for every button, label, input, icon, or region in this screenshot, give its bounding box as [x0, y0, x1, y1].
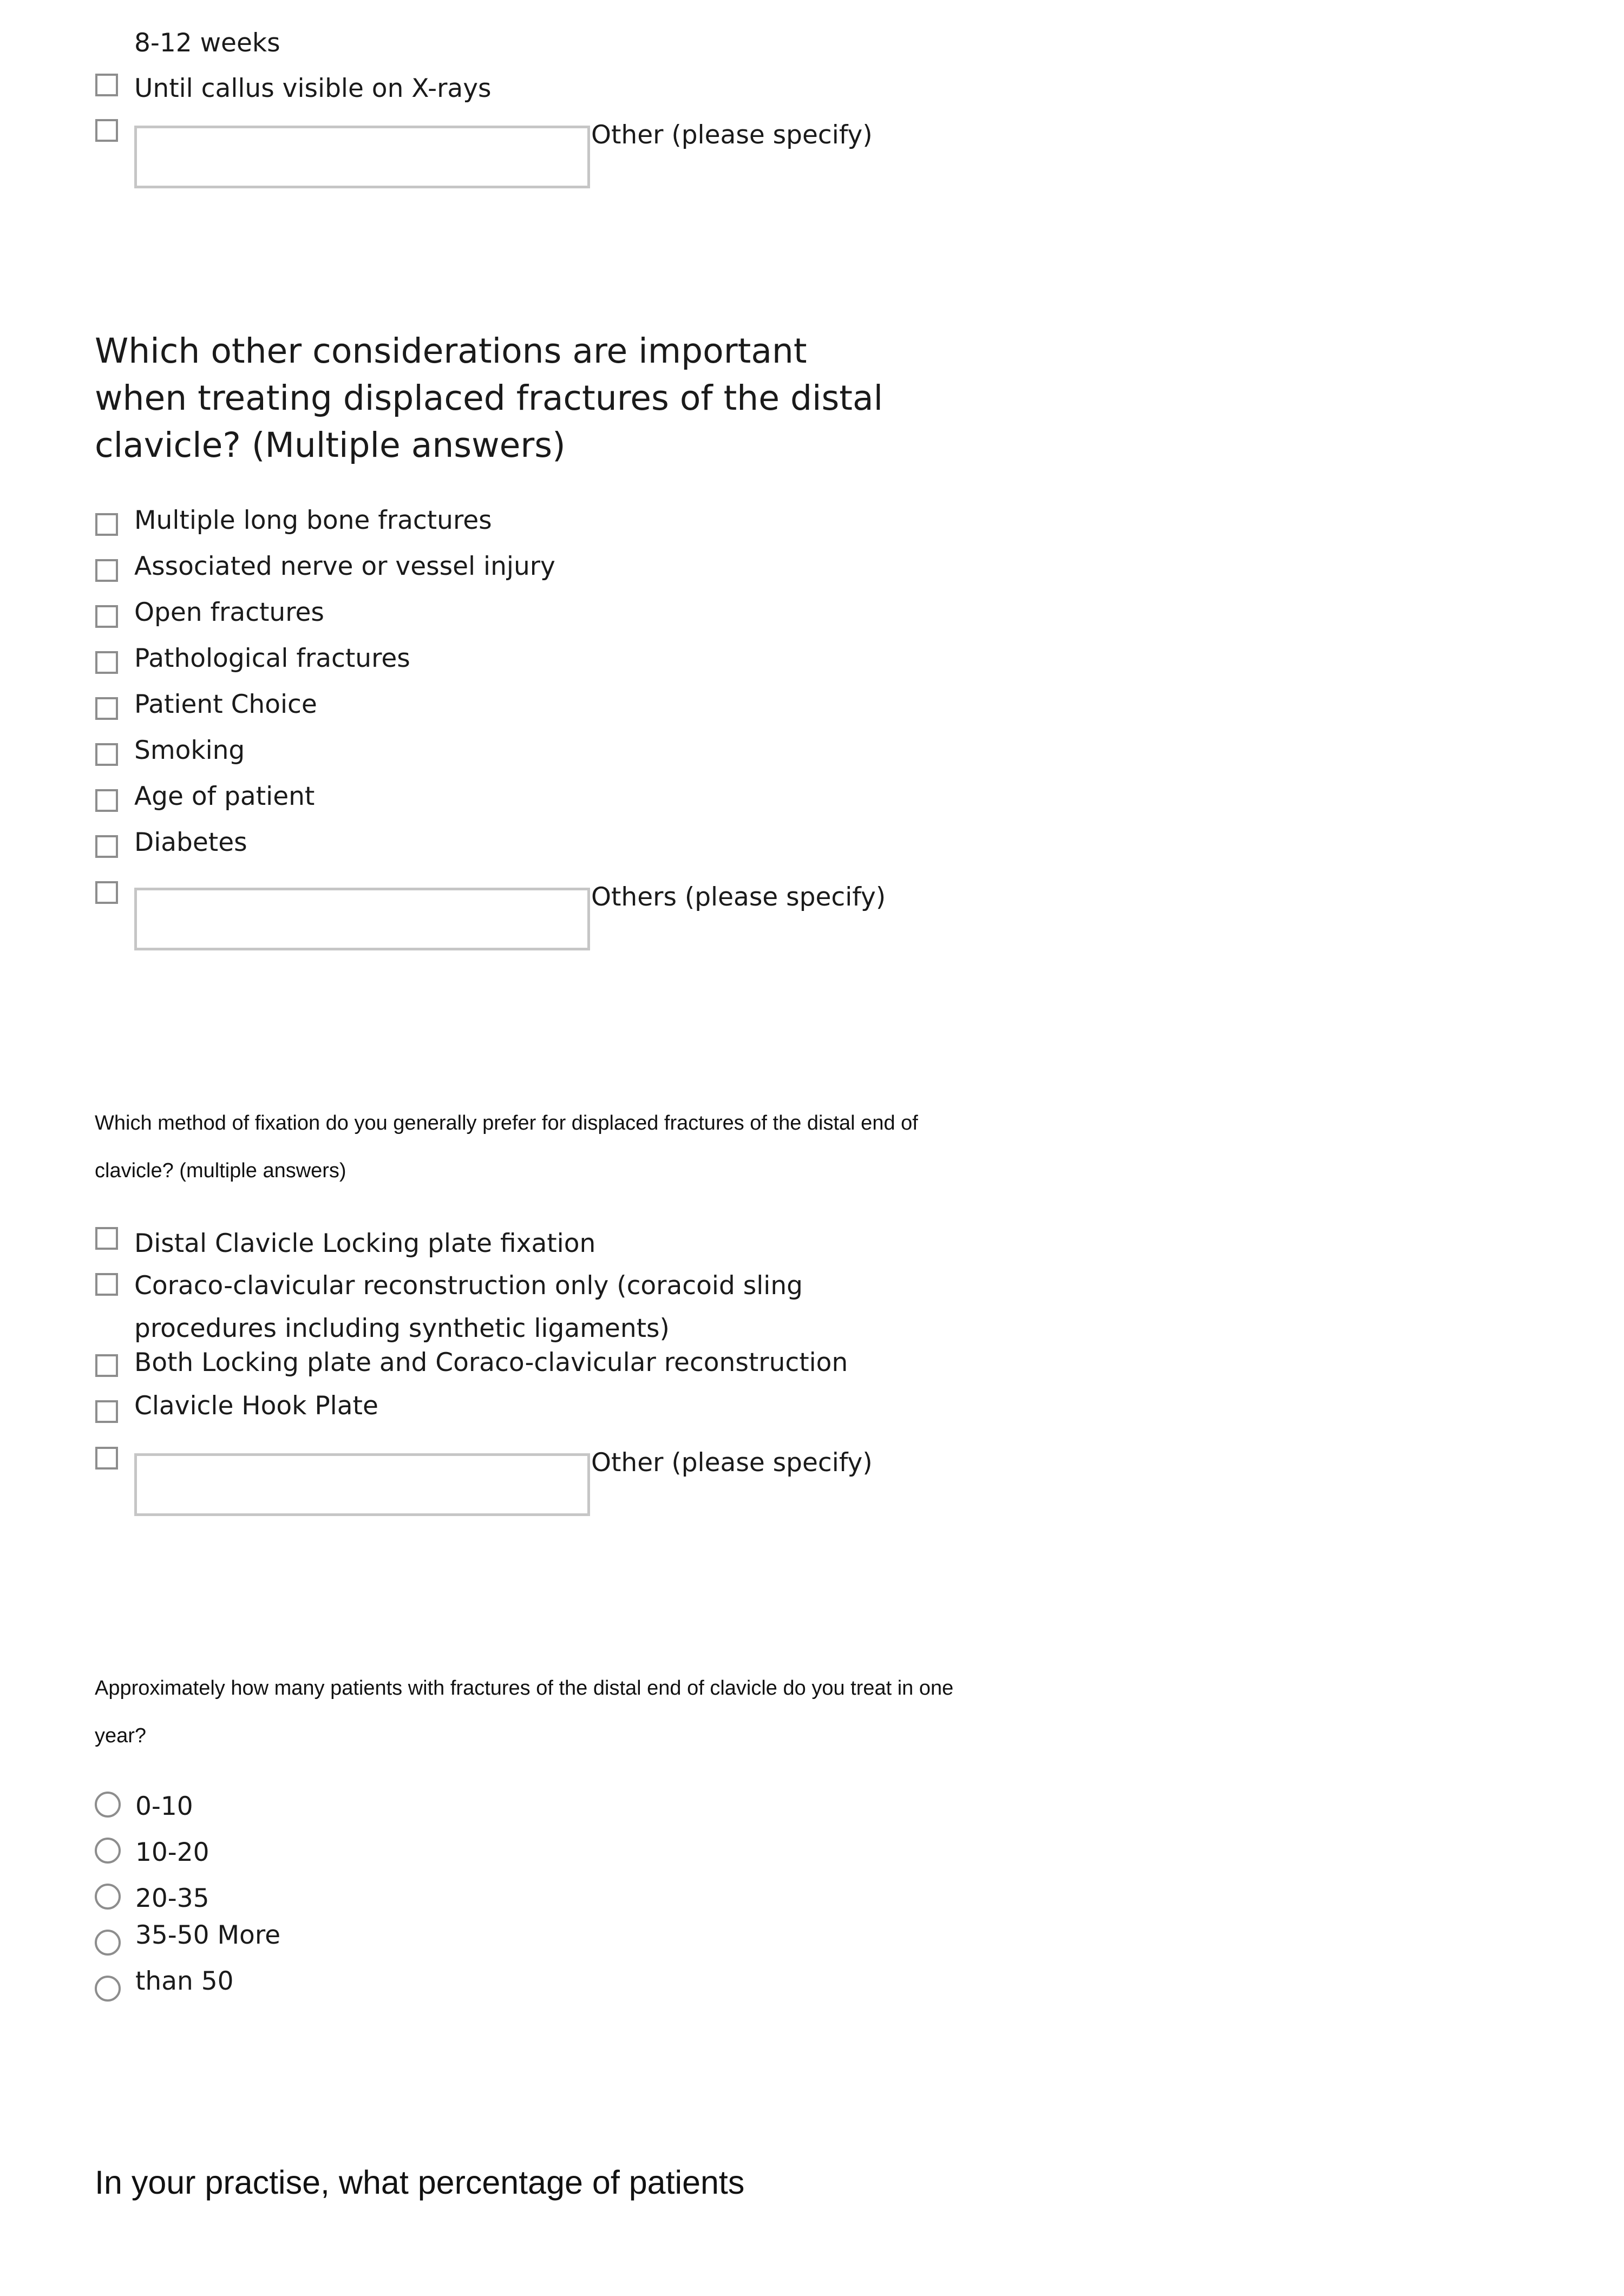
- option-label: Coraco-clavicular reconstruction only (coracoid sling procedures including synthetic ligaments): [134, 1271, 803, 1343]
- option-label: Distal Clavicle Locking plate fixation: [134, 1229, 596, 1258]
- option-label: Associated nerve or vessel injury: [134, 552, 555, 581]
- other-specify-input[interactable]: [134, 126, 590, 188]
- option-label: Pathological fractures: [134, 644, 410, 673]
- checkbox[interactable]: [95, 513, 118, 536]
- checkbox[interactable]: [95, 743, 118, 766]
- checkbox[interactable]: [95, 1354, 118, 1377]
- checkbox[interactable]: [95, 697, 118, 720]
- option-label: Clavicle Hook Plate: [134, 1391, 378, 1421]
- other-specify-input[interactable]: [134, 888, 590, 950]
- question-title: Which method of fixation do you generally prefer for displaced fractures of the distal end of clavicle? (multiple answers): [95, 1112, 918, 1182]
- question-title: Which other considerations are important when treating displaced fractures of the distal clavicle? (Multiple answers): [95, 331, 883, 465]
- option-label: Diabetes: [134, 828, 247, 857]
- radio-button[interactable]: [95, 1884, 121, 1910]
- radio-button[interactable]: [95, 1792, 121, 1818]
- option-label: than 50: [135, 1966, 234, 1996]
- checkbox[interactable]: [95, 835, 118, 858]
- question-title: Approximately how many patients with fractures of the distal end of clavicle do you treat in one year?: [95, 1677, 954, 1747]
- option-label: 20-35: [135, 1884, 209, 1913]
- other-label: Other (please specify): [591, 1448, 873, 1478]
- radio-button[interactable]: [95, 1976, 121, 2002]
- checkbox[interactable]: [95, 1400, 118, 1423]
- checkbox[interactable]: [95, 605, 118, 628]
- option-label: 8-12 weeks: [134, 28, 280, 58]
- option-label: Until callus visible on X-rays: [134, 74, 492, 103]
- checkbox[interactable]: [95, 651, 118, 674]
- option-label: 10-20: [135, 1838, 209, 1867]
- option-label: Open fractures: [134, 598, 324, 627]
- checkbox-other[interactable]: [95, 119, 118, 142]
- radio-button[interactable]: [95, 1838, 121, 1864]
- checkbox[interactable]: [95, 789, 118, 812]
- other-label: Other (please specify): [591, 120, 873, 150]
- option-label: Both Locking plate and Coraco-clavicular reconstruction: [134, 1348, 848, 1377]
- other-specify-input[interactable]: [134, 1453, 590, 1516]
- other-label: Others (please specify): [591, 882, 886, 912]
- checkbox[interactable]: [95, 74, 118, 96]
- option-label: 0-10: [135, 1792, 193, 1821]
- radio-button[interactable]: [95, 1930, 121, 1956]
- option-label: Smoking: [134, 736, 245, 765]
- checkbox-other[interactable]: [95, 1447, 118, 1470]
- option-label: 35-50 More: [135, 1920, 281, 1950]
- checkbox-other[interactable]: [95, 881, 118, 904]
- checkbox[interactable]: [95, 1273, 118, 1296]
- option-label: Age of patient: [134, 782, 315, 811]
- question-title: In your practise, what percentage of patients: [95, 2164, 745, 2201]
- option-label: Patient Choice: [134, 690, 317, 719]
- checkbox[interactable]: [95, 559, 118, 582]
- checkbox[interactable]: [95, 1227, 118, 1250]
- option-label: Multiple long bone fractures: [134, 506, 492, 535]
